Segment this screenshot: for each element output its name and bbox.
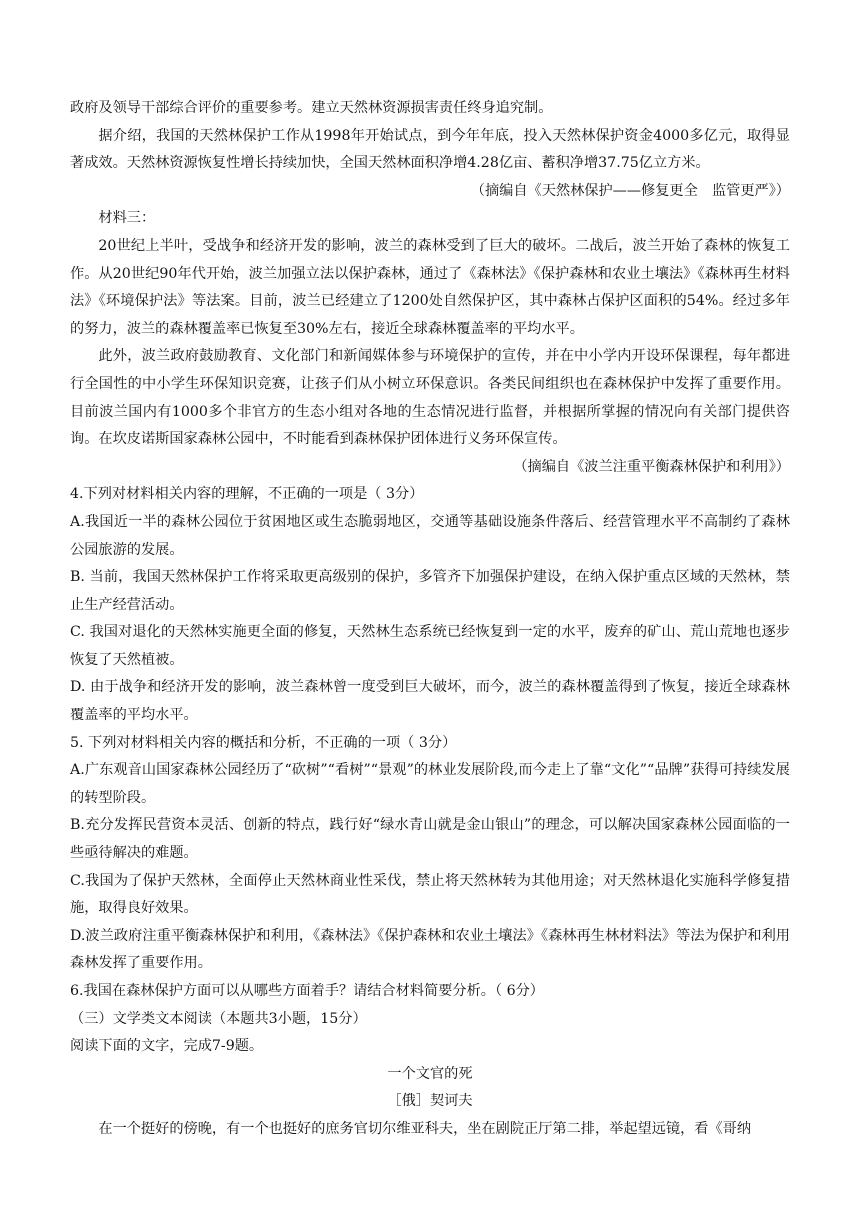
material3-paragraph-2: 此外，波兰政府鼓励教育、文化部门和新闻媒体参与环境保护的宣传，并在中小学内开设环保课程，每年都进行全国性的中小学生环保知识竞赛，让孩子们从小树立环保意识。各类民间组织也在森林保护中发挥了重要作用。目前波兰国内有1000多个非官方的生态小组对各地的生态情况进行监督，并根据所掌握的情况向有关部门提供咨询。在坎皮诺斯国家森林公园中，不时能看到森林保护团体进行义务环保宣传。: [70, 348, 790, 448]
question-4-stem: 4.下列对材料相关内容的理解，不正确的一项是（ 3分）: [70, 486, 424, 503]
question-5-option-c: C.我国为了保护天然林，全面停止天然林商业性采伐，禁止将天然林转为其他用途；对天然林退化实施科学修复措施，取得良好效果。: [70, 872, 790, 917]
paragraph-forest-protection-summary: 据介绍，我国的天然林保护工作从1998年开始试点，到今年年底，投入天然林保护资金4000多亿元，取得显著成效。天然林资源恢复性增长持续加快，全国天然林面积净增4.28亿亩、蓄积净增37.75亿立方米。: [70, 127, 790, 172]
question-4-option-c: C. 我国对退化的天然林实施更全面的修复，天然林生态系统已经恢复到一定的水平，废弃的矿山、荒山荒地也逐步恢复了天然植被。: [70, 624, 790, 668]
source-citation-3: （摘编自《波兰注重平衡森林保护和利用》）: [513, 458, 790, 475]
question-4-option-a: A.我国近一半的森林公园位于贫困地区或生态脆弱地区，交通等基础设施条件落后、经营管理水平不高制约了森林公园旅游的发展。: [70, 513, 790, 558]
question-4-option-d: D. 由于战争和经济开发的影响，波兰森林曾一度受到巨大破坏，而今，波兰的森林覆盖得到了恢复，接近全球森林覆盖率的平均水平。: [70, 679, 790, 724]
paragraph-continuation: 政府及领导干部综合评价的重要参考。建立天然林资源损害责任终身追究制。: [70, 100, 553, 116]
story-author: ［俄］契诃夫: [387, 1093, 473, 1110]
material3-paragraph-1: 20世纪上半叶，受战争和经济开发的影响，波兰的森林受到了巨大的破坏。二战后，波兰开始了森林的恢复工作。从20世纪90年代开始，波兰加强立法以保护森林，通过了《森林法》《保护森林和农业土壤法》《森林再生材料法》《环境保护法》等法案。目前，波兰已经建立了1200处自然保护区，其中森林占保护区面积的54%。经过多年的努力，波兰的森林覆盖率已恢复至30%左右，接近全球森林覆盖率的平均水平。: [70, 237, 790, 337]
question-5-option-d: D.波兰政府注重平衡森林保护和利用，《森林法》《保护森林和农业土壤法》《森林再生林材料法》等法为保护和利用森林发挥了重要作用。: [70, 927, 790, 972]
reading-instruction: 阅读下面的文字，完成7-9题。: [70, 1038, 264, 1055]
story-title: 一个文官的死: [387, 1065, 473, 1082]
question-5-option-a: A.广东观音山国家森林公园经历了“砍树”“看树”“景观”的林业发展阶段,而今走上了靠“文化”“品牌”获得可持续发展的转型阶段。: [70, 762, 790, 806]
story-first-line: 在一个挺好的傍晚，有一个也挺好的庶务官切尔维亚科夫，坐在剧院正厅第二排，举起望远镜，看《哥纳: [98, 1120, 752, 1137]
source-citation-2: （摘编自《天然林保护——修复更全 监管更严》）: [470, 182, 790, 199]
material3-label: 材料三：: [98, 210, 156, 227]
question-5-option-b: B.充分发挥民营资本灵活、创新的特点，践行好“绿水青山就是金山银山”的理念，可以解决国家森林公园面临的一些亟待解决的难题。: [70, 817, 790, 862]
question-5-stem: 5. 下列对材料相关内容的概括和分析，不正确的一项（ 3分）: [70, 734, 457, 751]
section-heading-literary: （三）文学类文本阅读（本题共3小题，15分）: [70, 1010, 367, 1027]
question-4-option-b: B. 当前，我国天然林保护工作将采取更高级别的保护，多管齐下加强保护建设，在纳入保护重点区域的天然林，禁止生产经营活动。: [70, 569, 790, 613]
document-page: [70, 95, 790, 1144]
question-6: 6.我国在森林保护方面可以从哪些方面着手？请结合材料简要分析。（ 6分）: [70, 983, 544, 999]
